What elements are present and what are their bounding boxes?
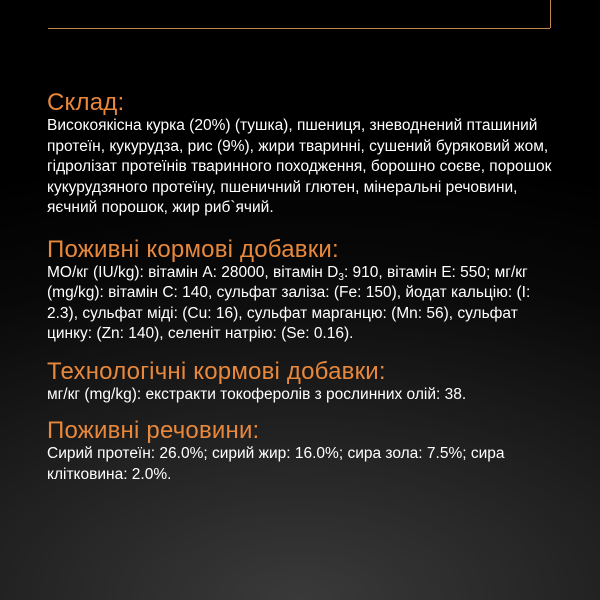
- top-decorative-rule: [48, 0, 550, 29]
- section-analytical-constituents: [47, 417, 557, 485]
- section-technological-additives: [47, 358, 557, 406]
- analytical-constituents-text: Сирий протеїн: 26.0%; сирий жир: 16.0%; сира зола: 7.5%; сира клітковина: 2.0%.: [47, 445, 505, 483]
- composition-panel: [47, 89, 557, 495]
- nutritional-additives-heading: Поживні кормові добавки:: [47, 235, 339, 263]
- section-nutritional-additives: [47, 236, 557, 345]
- analytical-constituents-heading: Поживні речовини:: [47, 417, 260, 444]
- nutritional-additives-text-part-1: МО/кг (IU/kg): вітамін А: 28000, вітамін D: [47, 263, 339, 281]
- composition-text: Високоякісна курка (20%) (тушка), пшениця, зневоднений пташиний протеїн, кукурудза, рис (9%), жири тваринні, сушений буряковий жом, гідролізат протеїнів тваринного походження, борошно соєве, порошок кукурудзяного протеїну, пшеничний глютен, мінеральні речовини, яєчний порошок, жир риб`ячий.: [47, 117, 552, 216]
- nutritional-additives-text: [47, 263, 557, 345]
- top-rule-corner: [550, 0, 551, 28]
- nutritional-additives-text-part-2: : 910, вітамін Е: 550; мг/кг (mg/kg): вітамін С: 140, сульфат заліза: (Fe: 150), йодат кальцію: (I: 2.3), сульфат міді: (Cu: 16), сульфат марганцю: (Mn: 56), сульфат цинку: (Zn: 140), селеніт натрію: (Se: 0.16).: [47, 263, 531, 342]
- composition-heading: Склад:: [47, 89, 125, 116]
- section-composition: [47, 89, 557, 219]
- technological-additives-heading: Технологічні кормові добавки:: [47, 357, 386, 385]
- technological-additives-text: мг/кг (mg/kg): екстракти токоферолів з рослинних олій: 38.: [47, 385, 467, 403]
- vitamin-d-subscript: 3: [338, 271, 344, 283]
